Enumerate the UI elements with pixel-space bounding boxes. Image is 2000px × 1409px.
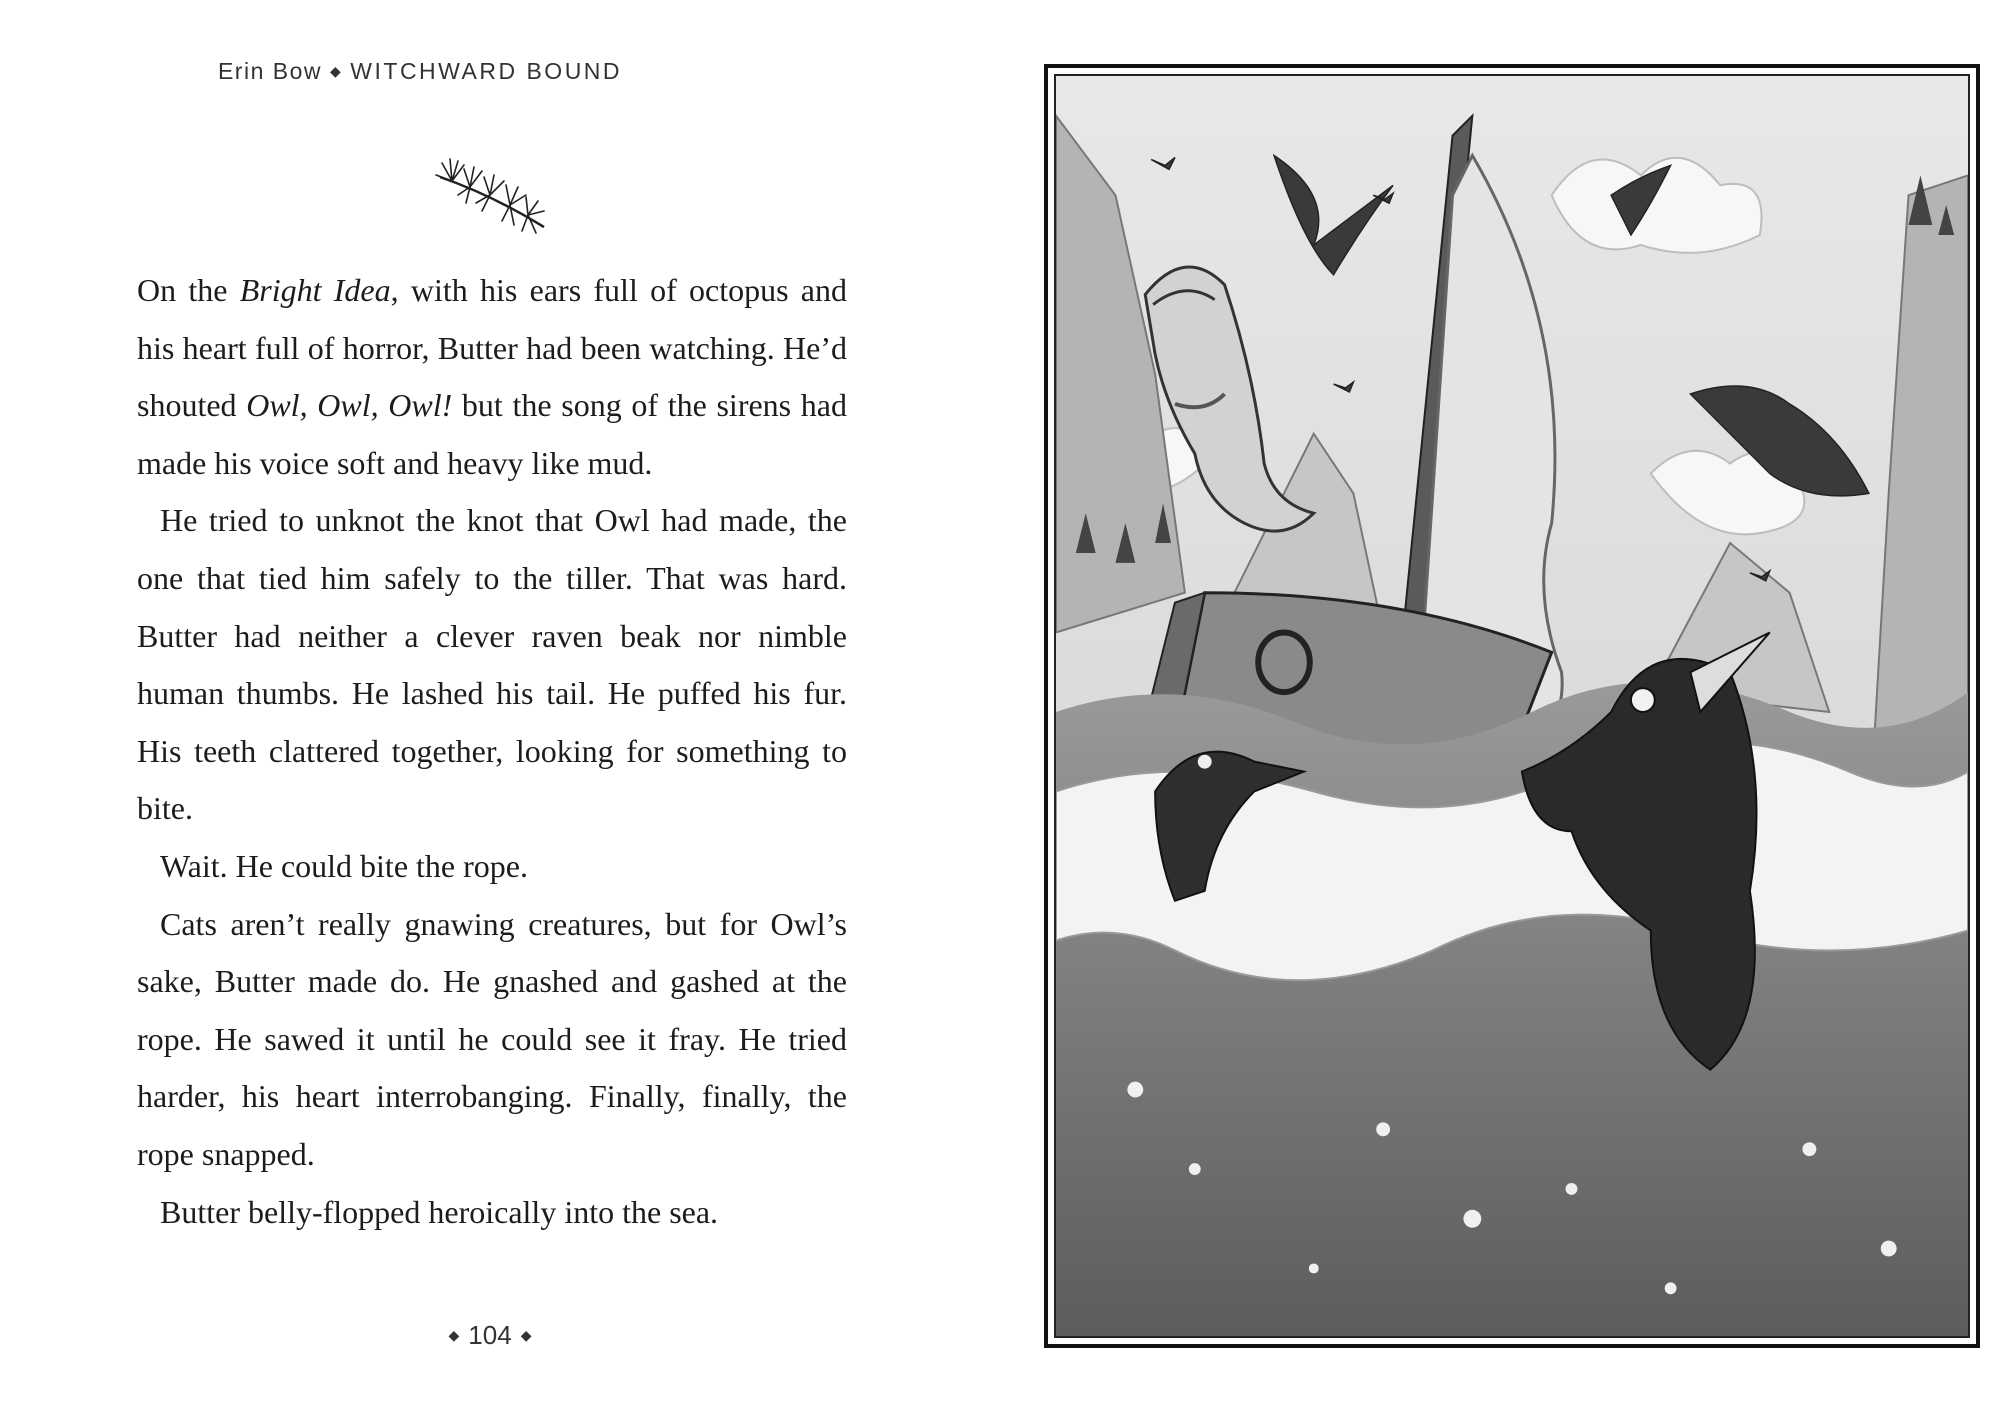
paragraph-text: He tried to unknot the knot that Owl had made, the one that tied him safely to the tiller. That was hard. Butter had neither a clever raven beak nor nimble human thumbs. He lashed his tail. He puffed his fur. His teeth clattered together, looking for something to bite. bbox=[137, 502, 847, 827]
italic-text: Owl, Owl, Owl! bbox=[246, 387, 453, 424]
pine-sprig-icon bbox=[432, 155, 550, 235]
paragraph bbox=[137, 1184, 847, 1242]
paragraph-text: but the song of the sirens had made his voice soft and heavy like mud. bbox=[137, 387, 847, 481]
illustration-frame bbox=[1044, 64, 1980, 1348]
diamond-left-icon: ◆ bbox=[448, 1327, 460, 1343]
italic-text: Bright Idea bbox=[239, 272, 391, 308]
paragraph bbox=[137, 262, 847, 492]
paragraph-text: Butter belly-flopped heroically into the sea. bbox=[160, 1193, 719, 1230]
diamond-right-icon: ◆ bbox=[520, 1327, 532, 1343]
body-text bbox=[137, 262, 847, 1241]
book-title: WITCHWARD BOUND bbox=[350, 58, 623, 84]
diamond-separator-icon: ◆ bbox=[330, 63, 343, 79]
running-head bbox=[130, 58, 710, 85]
paragraph-text: , with his ears full of octopus and his heart full of horror, Butter had been watching. He’d shouted bbox=[137, 272, 848, 424]
page-number-value: 104 bbox=[468, 1320, 512, 1350]
paragraph bbox=[137, 492, 847, 838]
illustration bbox=[1054, 74, 1970, 1338]
paragraph-text: Wait. He could bite the rope. bbox=[160, 847, 528, 884]
illustration-drawing bbox=[1056, 76, 1968, 1336]
paragraph bbox=[137, 896, 847, 1184]
paragraph bbox=[137, 838, 847, 896]
page-number bbox=[400, 1320, 580, 1351]
author-name: Erin Bow bbox=[217, 58, 323, 84]
paragraph-text: Cats aren’t really gnawing creatures, but for Owl’s sake, Butter made do. He gnashed and gashed at the rope. He sawed it until he could see it fray. He tried harder, his heart interrobanging. Finally, finally, the rope snapped. bbox=[137, 905, 847, 1172]
paragraph-text: On the bbox=[137, 272, 240, 308]
